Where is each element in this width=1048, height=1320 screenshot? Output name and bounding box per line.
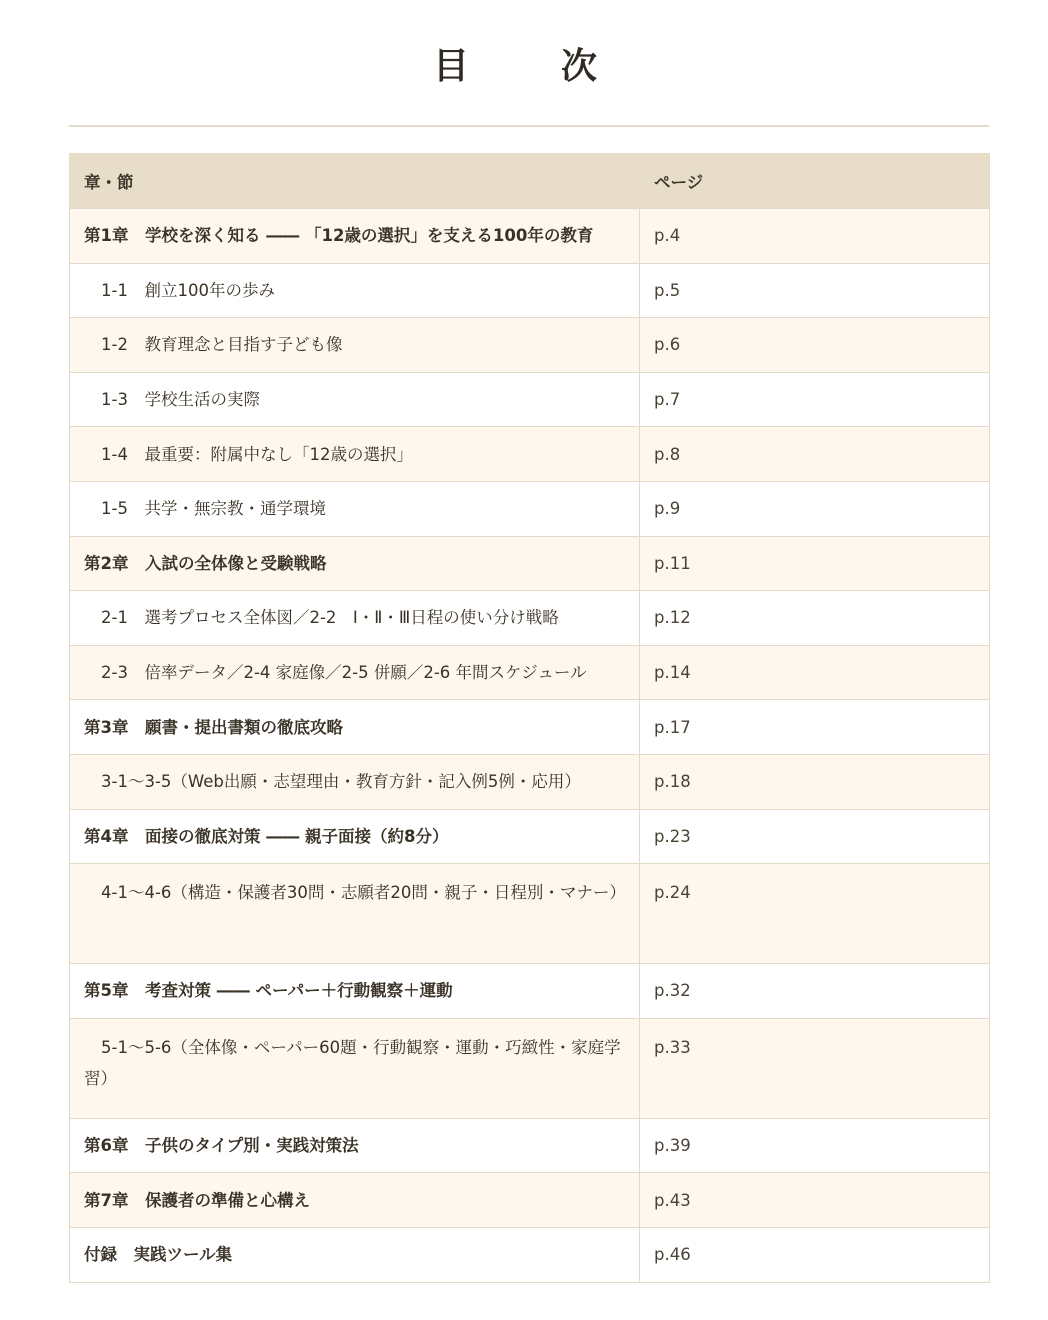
toc-entry-title: 第7章 保護者の準備と心構え <box>70 1173 640 1228</box>
toc-entry-page: p.17 <box>640 700 990 755</box>
toc-entry-page: p.46 <box>640 1227 990 1282</box>
toc-entry-page: p.7 <box>640 372 990 427</box>
toc-entry-title: 1-3 学校生活の実際 <box>70 372 640 427</box>
title-divider <box>69 125 989 127</box>
toc-entry-page: p.32 <box>640 964 990 1019</box>
table-row <box>70 263 990 318</box>
table-row <box>70 964 990 1019</box>
column-header-page: ページ <box>640 154 990 209</box>
table-header-row <box>70 154 990 209</box>
toc-entry-page: p.9 <box>640 481 990 536</box>
page-title: 目 次 <box>432 45 625 87</box>
toc-entry-page: p.5 <box>640 263 990 318</box>
toc-entry-title: 1-2 教育理念と目指す子ども像 <box>70 318 640 373</box>
toc-entry-page: p.4 <box>640 209 990 264</box>
toc-table <box>69 153 990 1283</box>
toc-entry-title: 1-1 創立100年の歩み <box>70 263 640 318</box>
toc-entry-title: 第1章 学校を深く知る ―― 「12歳の選択」を支える100年の教育 <box>70 209 640 264</box>
toc-entry-page: p.11 <box>640 536 990 591</box>
table-row <box>70 700 990 755</box>
table-row <box>70 209 990 264</box>
table-row <box>70 1227 990 1282</box>
toc-entry-title: 4-1〜4-6（構造・保護者30問・志願者20問・親子・日程別・マナー） <box>70 864 640 964</box>
table-row <box>70 1018 990 1118</box>
table-row <box>70 481 990 536</box>
table-row <box>70 1118 990 1173</box>
toc-entry-title: 1-5 共学・無宗教・通学環境 <box>70 481 640 536</box>
toc-entry-page: p.12 <box>640 591 990 646</box>
table-row <box>70 427 990 482</box>
toc-entry-title: 3-1〜3-5（Web出願・志望理由・教育方針・記入例5例・応用） <box>70 754 640 809</box>
toc-entry-page: p.39 <box>640 1118 990 1173</box>
table-row <box>70 318 990 373</box>
toc-entry-title: 第4章 面接の徹底対策 ―― 親子面接（約8分） <box>70 809 640 864</box>
toc-entry-page: p.6 <box>640 318 990 373</box>
toc-entry-title: 第2章 入試の全体像と受験戦略 <box>70 536 640 591</box>
toc-entry-page: p.24 <box>640 864 990 964</box>
toc-entry-title: 第5章 考査対策 ―― ペーパー＋行動観察＋運動 <box>70 964 640 1019</box>
toc-entry-title: 第6章 子供のタイプ別・実践対策法 <box>70 1118 640 1173</box>
toc-entry-page: p.8 <box>640 427 990 482</box>
table-row <box>70 864 990 964</box>
table-row <box>70 754 990 809</box>
toc-entry-page: p.33 <box>640 1018 990 1118</box>
toc-entry-title: 5-1〜5-6（全体像・ペーパー60題・行動観察・運動・巧緻性・家庭学習） <box>70 1018 640 1118</box>
toc-entry-page: p.14 <box>640 645 990 700</box>
toc-entry-page: p.43 <box>640 1173 990 1228</box>
toc-entry-page: p.23 <box>640 809 990 864</box>
table-row <box>70 372 990 427</box>
toc-entry-title: 2-3 倍率データ／2-4 家庭像／2-5 併願／2-6 年間スケジュール <box>70 645 640 700</box>
toc-entry-page: p.18 <box>640 754 990 809</box>
toc-entry-title: 第3章 願書・提出書類の徹底攻略 <box>70 700 640 755</box>
table-row <box>70 809 990 864</box>
toc-entry-title: 1-4 最重要：附属中なし「12歳の選択」 <box>70 427 640 482</box>
table-row <box>70 1173 990 1228</box>
toc-entry-title: 付録 実践ツール集 <box>70 1227 640 1282</box>
toc-entry-title: 2-1 選考プロセス全体図／2-2 Ⅰ・Ⅱ・Ⅲ日程の使い分け戦略 <box>70 591 640 646</box>
column-header-title: 章・節 <box>70 154 640 209</box>
table-row <box>70 645 990 700</box>
table-row <box>70 536 990 591</box>
table-row <box>70 591 990 646</box>
